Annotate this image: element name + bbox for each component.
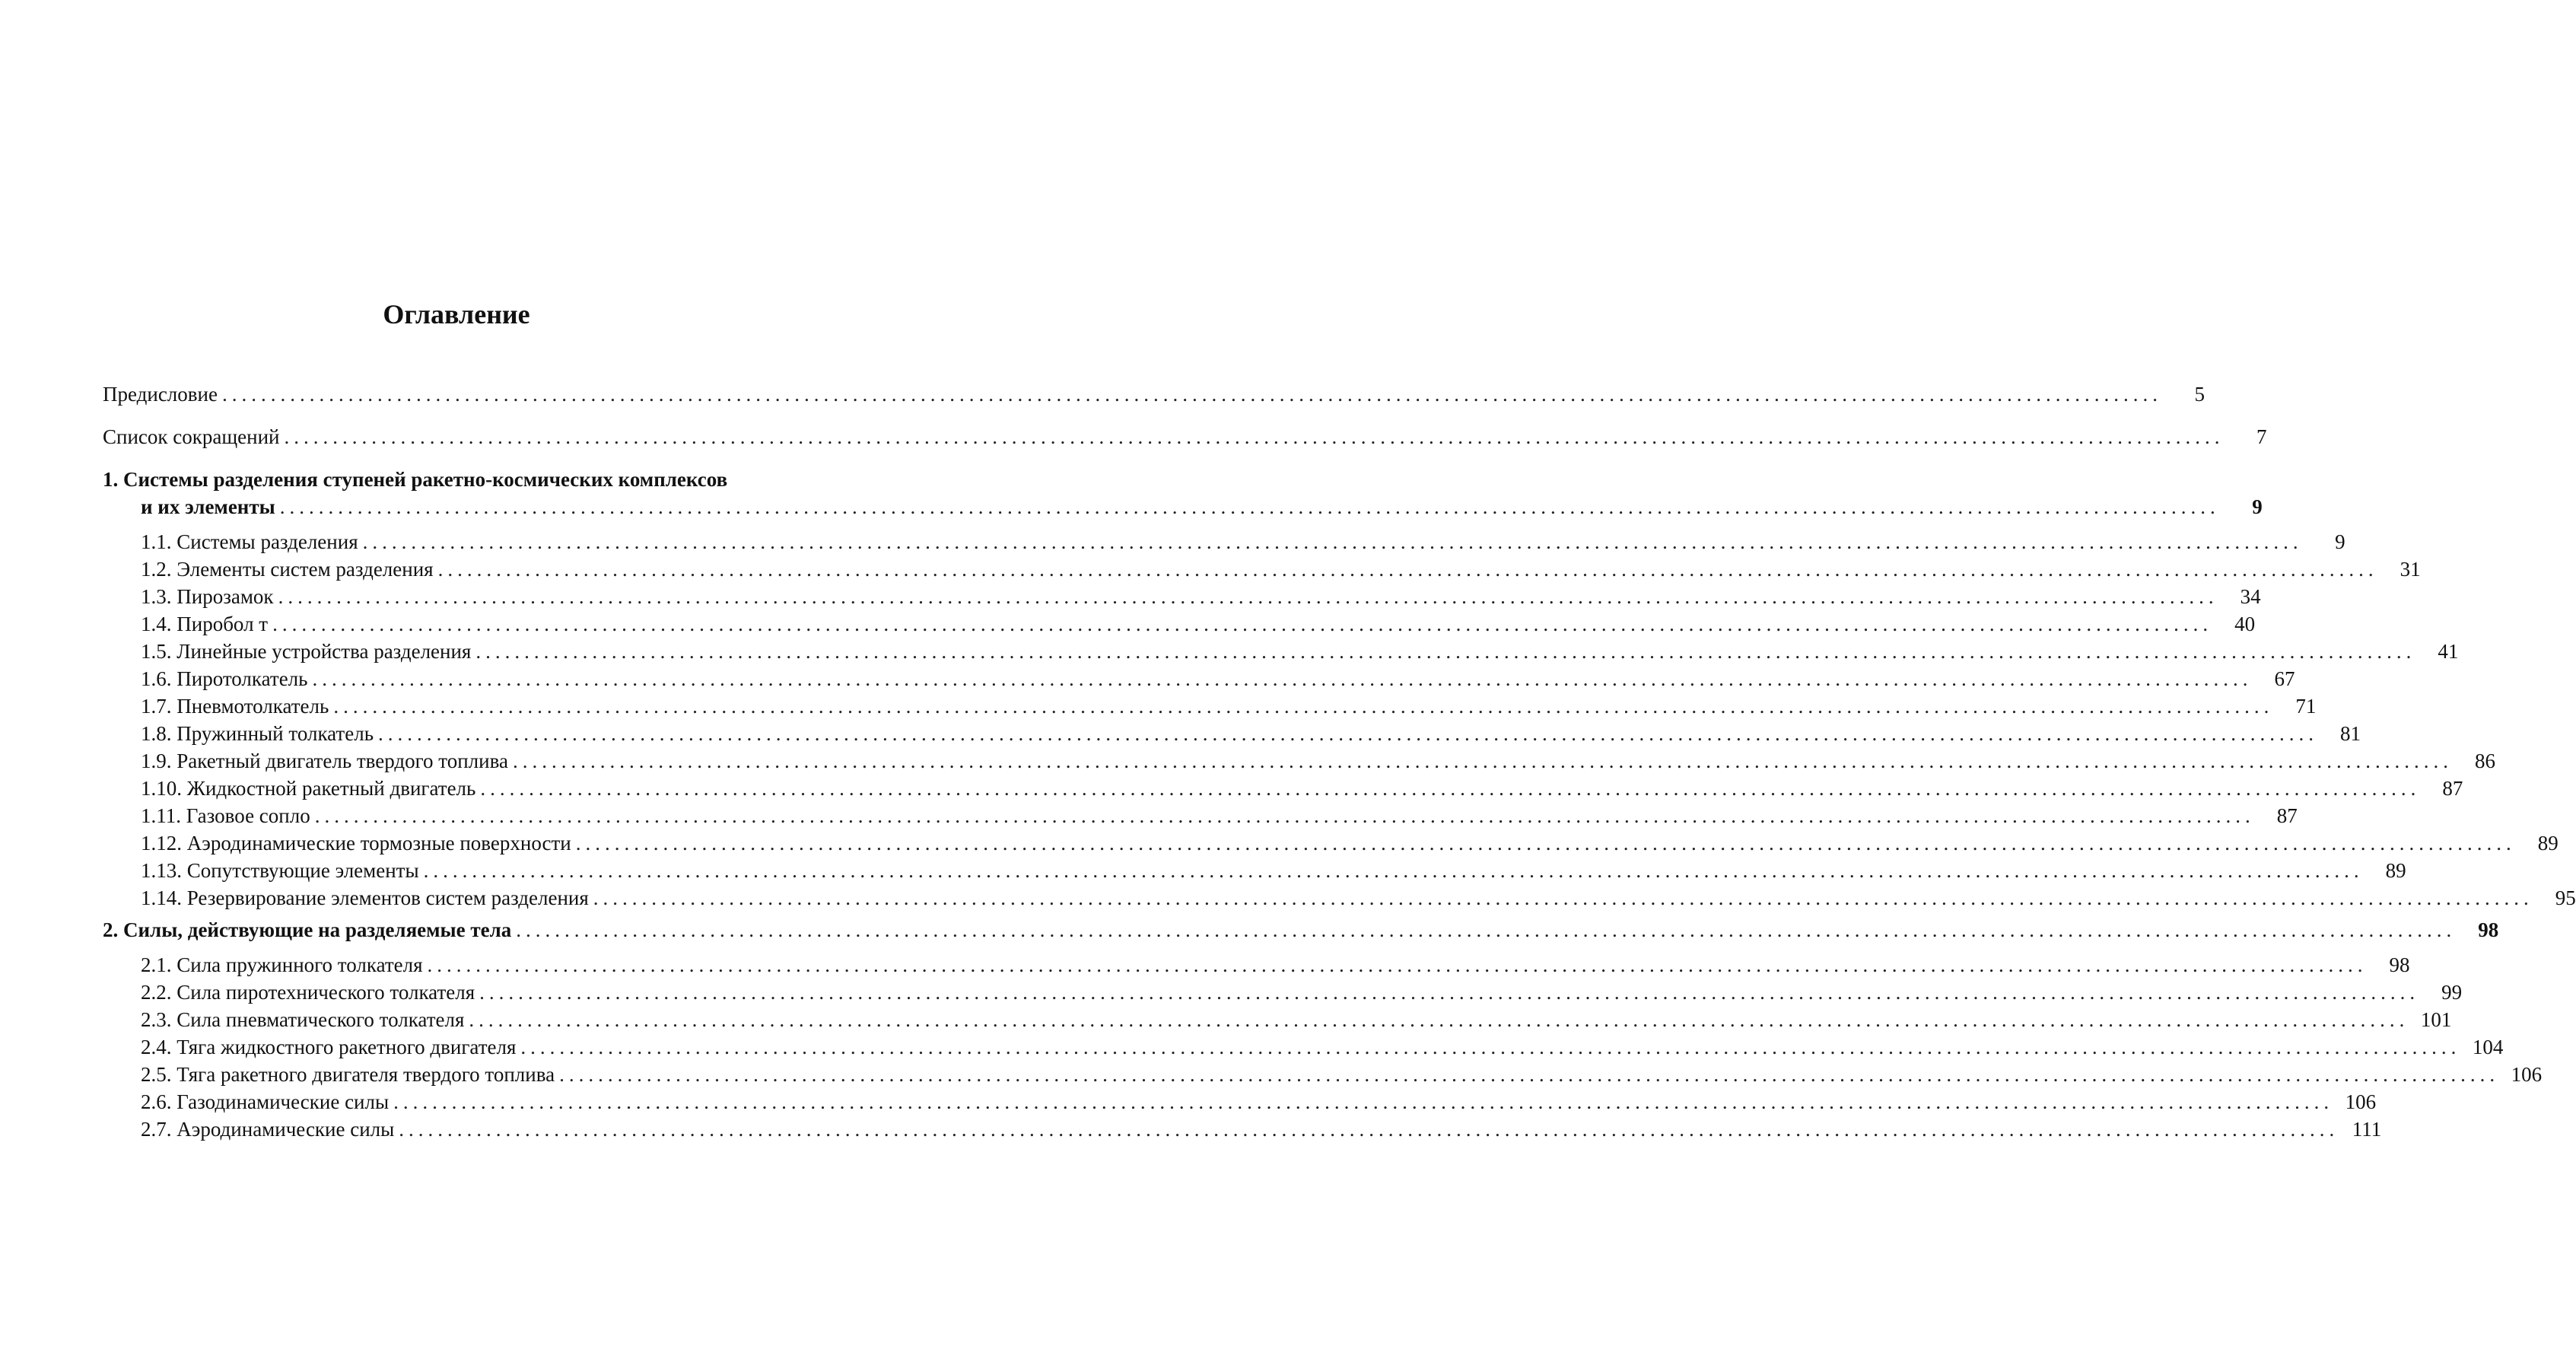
toc-page-number: 95 — [2555, 886, 2576, 909]
toc-entry-label: 1.9. Ракетный двигатель твердого топлива — [141, 750, 508, 772]
toc-page-number: 71 — [2295, 695, 2317, 718]
toc-entry-label: Предисловие — [103, 383, 218, 406]
table-of-contents — [103, 380, 2576, 1143]
toc-section-entry[interactable] — [103, 829, 2559, 857]
toc-section-entry[interactable] — [103, 884, 2576, 912]
leader-dots: ........................................................................................................................................................................................................ — [278, 585, 2218, 608]
leader-dots: ........................................................................................................................................................................................................ — [314, 804, 2255, 827]
toc-section-entry[interactable] — [103, 1061, 2543, 1088]
leader-dots: ........................................................................................................................................................................................................ — [593, 886, 2533, 909]
toc-page-number: 81 — [2340, 722, 2361, 745]
leader-dots: ........................................................................................................................................................................................................ — [333, 695, 2274, 718]
toc-page-number: 87 — [2442, 777, 2463, 800]
toc-page-number: 5 — [2194, 383, 2205, 406]
toc-page-number: 67 — [2274, 667, 2295, 690]
leader-dots: ........................................................................................................................................................................................................ — [378, 722, 2319, 745]
toc-section-entry[interactable] — [103, 720, 2361, 747]
toc-page-number: 31 — [2399, 558, 2421, 581]
toc-entry-label: 1.12. Аэродинамические тормозные поверхности — [141, 832, 571, 855]
toc-section-entry[interactable] — [103, 1088, 2377, 1116]
toc-page-number: 40 — [2234, 613, 2256, 635]
chapter-1-heading-end[interactable] — [103, 493, 2263, 520]
toc-page-number: 101 — [2420, 1008, 2452, 1031]
toc-section-entry[interactable] — [103, 1033, 2504, 1061]
toc-entry-abbreviations[interactable] — [103, 423, 2267, 450]
toc-entry-label: 2.2. Сила пиротехнического толкателя — [141, 981, 475, 1004]
toc-page-number: 111 — [2352, 1118, 2382, 1141]
toc-entry-label: 2.3. Сила пневматического толкателя — [141, 1008, 465, 1031]
toc-page-number: 7 — [2256, 425, 2267, 448]
leader-dots: ........................................................................................................................................................................................................ — [479, 981, 2420, 1004]
leader-dots: ........................................................................................................................................................................................................ — [423, 859, 2364, 882]
chapter-2-heading[interactable] — [103, 916, 2499, 944]
toc-entry-label: 1.2. Элементы систем разделения — [141, 558, 434, 581]
leader-dots: ........................................................................................................................................................................................................ — [575, 832, 2516, 855]
chapter-1-sections — [103, 528, 2576, 912]
chapter-1-heading[interactable]: 1. Системы разделения ступеней ракетно-космических комплексов — [103, 468, 728, 491]
leader-dots: ........................................................................................................................................................................................................ — [512, 750, 2453, 772]
leader-dots: ........................................................................................................................................................................................................ — [469, 1008, 2409, 1031]
toc-entry-label: 1.7. Пневмотолкатель — [141, 695, 329, 718]
toc-section-entry[interactable] — [103, 665, 2295, 692]
toc-section-entry[interactable] — [103, 802, 2298, 829]
toc-entry-label: и их элементы — [141, 495, 275, 518]
toc-entry-label: 2. Силы, действующие на разделяемые тела — [103, 918, 512, 941]
leader-dots: ........................................................................................................................................................................................................ — [312, 667, 2253, 690]
toc-section-entry[interactable] — [103, 979, 2463, 1006]
toc-section-entry[interactable] — [103, 951, 2410, 979]
toc-section-entry[interactable] — [103, 692, 2317, 720]
toc-page-number: 99 — [2441, 981, 2463, 1004]
toc-section-entry[interactable] — [103, 555, 2421, 583]
toc-page-number: 89 — [2537, 832, 2559, 855]
leader-dots: ........................................................................................................................................................................................................ — [221, 383, 2162, 406]
leader-dots: ........................................................................................................................................................................................................ — [427, 953, 2368, 976]
toc-page-number: 41 — [2438, 640, 2459, 663]
leader-dots: ........................................................................................................................................................................................................ — [559, 1063, 2500, 1086]
toc-section-entry[interactable] — [103, 638, 2459, 665]
leader-dots: ........................................................................................................................................................................................................ — [437, 558, 2378, 581]
toc-entry-label: 2.6. Газодинамические силы — [141, 1090, 390, 1113]
toc-entry-label: 1.10. Жидкостной ракетный двигатель — [141, 777, 476, 800]
toc-section-entry[interactable] — [103, 528, 2345, 555]
toc-page-number: 104 — [2472, 1036, 2504, 1058]
toc-entry-label: 1.11. Газовое сопло — [141, 804, 310, 827]
leader-dots: ........................................................................................................................................................................................................ — [520, 1036, 2461, 1058]
toc-entry-label: 1.13. Сопутствующие элементы — [141, 859, 419, 882]
toc-page-number: 98 — [2389, 953, 2410, 976]
toc-entry-label: 2.1. Сила пружинного толкателя — [141, 953, 423, 976]
toc-section-entry[interactable] — [103, 1006, 2452, 1033]
toc-entry-label: 1.1. Системы разделения — [141, 530, 358, 553]
toc-entry-label: 1.4. Пиробол т — [141, 613, 269, 635]
toc-entry-label: 2.4. Тяга жидкостного ракетного двигателя — [141, 1036, 517, 1058]
leader-dots: ........................................................................................................................................................................................................ — [279, 495, 2220, 518]
toc-page-number: 106 — [2345, 1090, 2377, 1113]
toc-page-number: 9 — [2335, 530, 2345, 553]
toc-entry-label: 1.8. Пружинный толкатель — [141, 722, 374, 745]
toc-entry-label: 1.6. Пиротолкатель — [141, 667, 308, 690]
toc-section-entry[interactable] — [103, 610, 2256, 638]
toc-page-number: 86 — [2474, 750, 2495, 772]
toc-page-number: 98 — [2478, 918, 2499, 941]
leader-dots: ........................................................................................................................................................................................................ — [480, 777, 2421, 800]
toc-section-entry[interactable] — [103, 747, 2495, 775]
toc-section-entry[interactable] — [103, 775, 2463, 802]
toc-page-number: 89 — [2385, 859, 2406, 882]
toc-page-number: 34 — [2240, 585, 2261, 608]
toc-entry-label: 1.5. Линейные устройства разделения — [141, 640, 472, 663]
toc-page-number: 87 — [2276, 804, 2298, 827]
toc-page-number: 9 — [2252, 495, 2263, 518]
toc-section-entry[interactable] — [103, 583, 2261, 610]
leader-dots: ........................................................................................................................................................................................................ — [272, 613, 2213, 635]
leader-dots: ........................................................................................................................................................................................................ — [393, 1090, 2334, 1113]
leader-dots: ........................................................................................................................................................................................................ — [399, 1118, 2339, 1141]
leader-dots: ........................................................................................................................................................................................................ — [475, 640, 2416, 663]
toc-entry-preface[interactable] — [103, 380, 2205, 408]
toc-page-number: 106 — [2511, 1063, 2543, 1086]
page-title: Оглавление — [383, 299, 530, 329]
toc-entry-label: Список сокращений — [103, 425, 280, 448]
toc-entry-label: 1.14. Резервирование элементов систем разделения — [141, 886, 589, 909]
toc-entry-label: 2.7. Аэродинамические силы — [141, 1118, 395, 1141]
toc-section-entry[interactable] — [103, 857, 2406, 884]
toc-entry-label: 1.3. Пирозамок — [141, 585, 274, 608]
toc-entry-label: 2.5. Тяга ракетного двигателя твердого топлива — [141, 1063, 555, 1086]
leader-dots: ........................................................................................................................................................................................................ — [516, 918, 2457, 941]
toc-section-entry[interactable] — [103, 1116, 2382, 1143]
leader-dots: ........................................................................................................................................................................................................ — [362, 530, 2303, 553]
leader-dots: ........................................................................................................................................................................................................ — [284, 425, 2225, 448]
chapter-2-sections — [103, 951, 2543, 1143]
